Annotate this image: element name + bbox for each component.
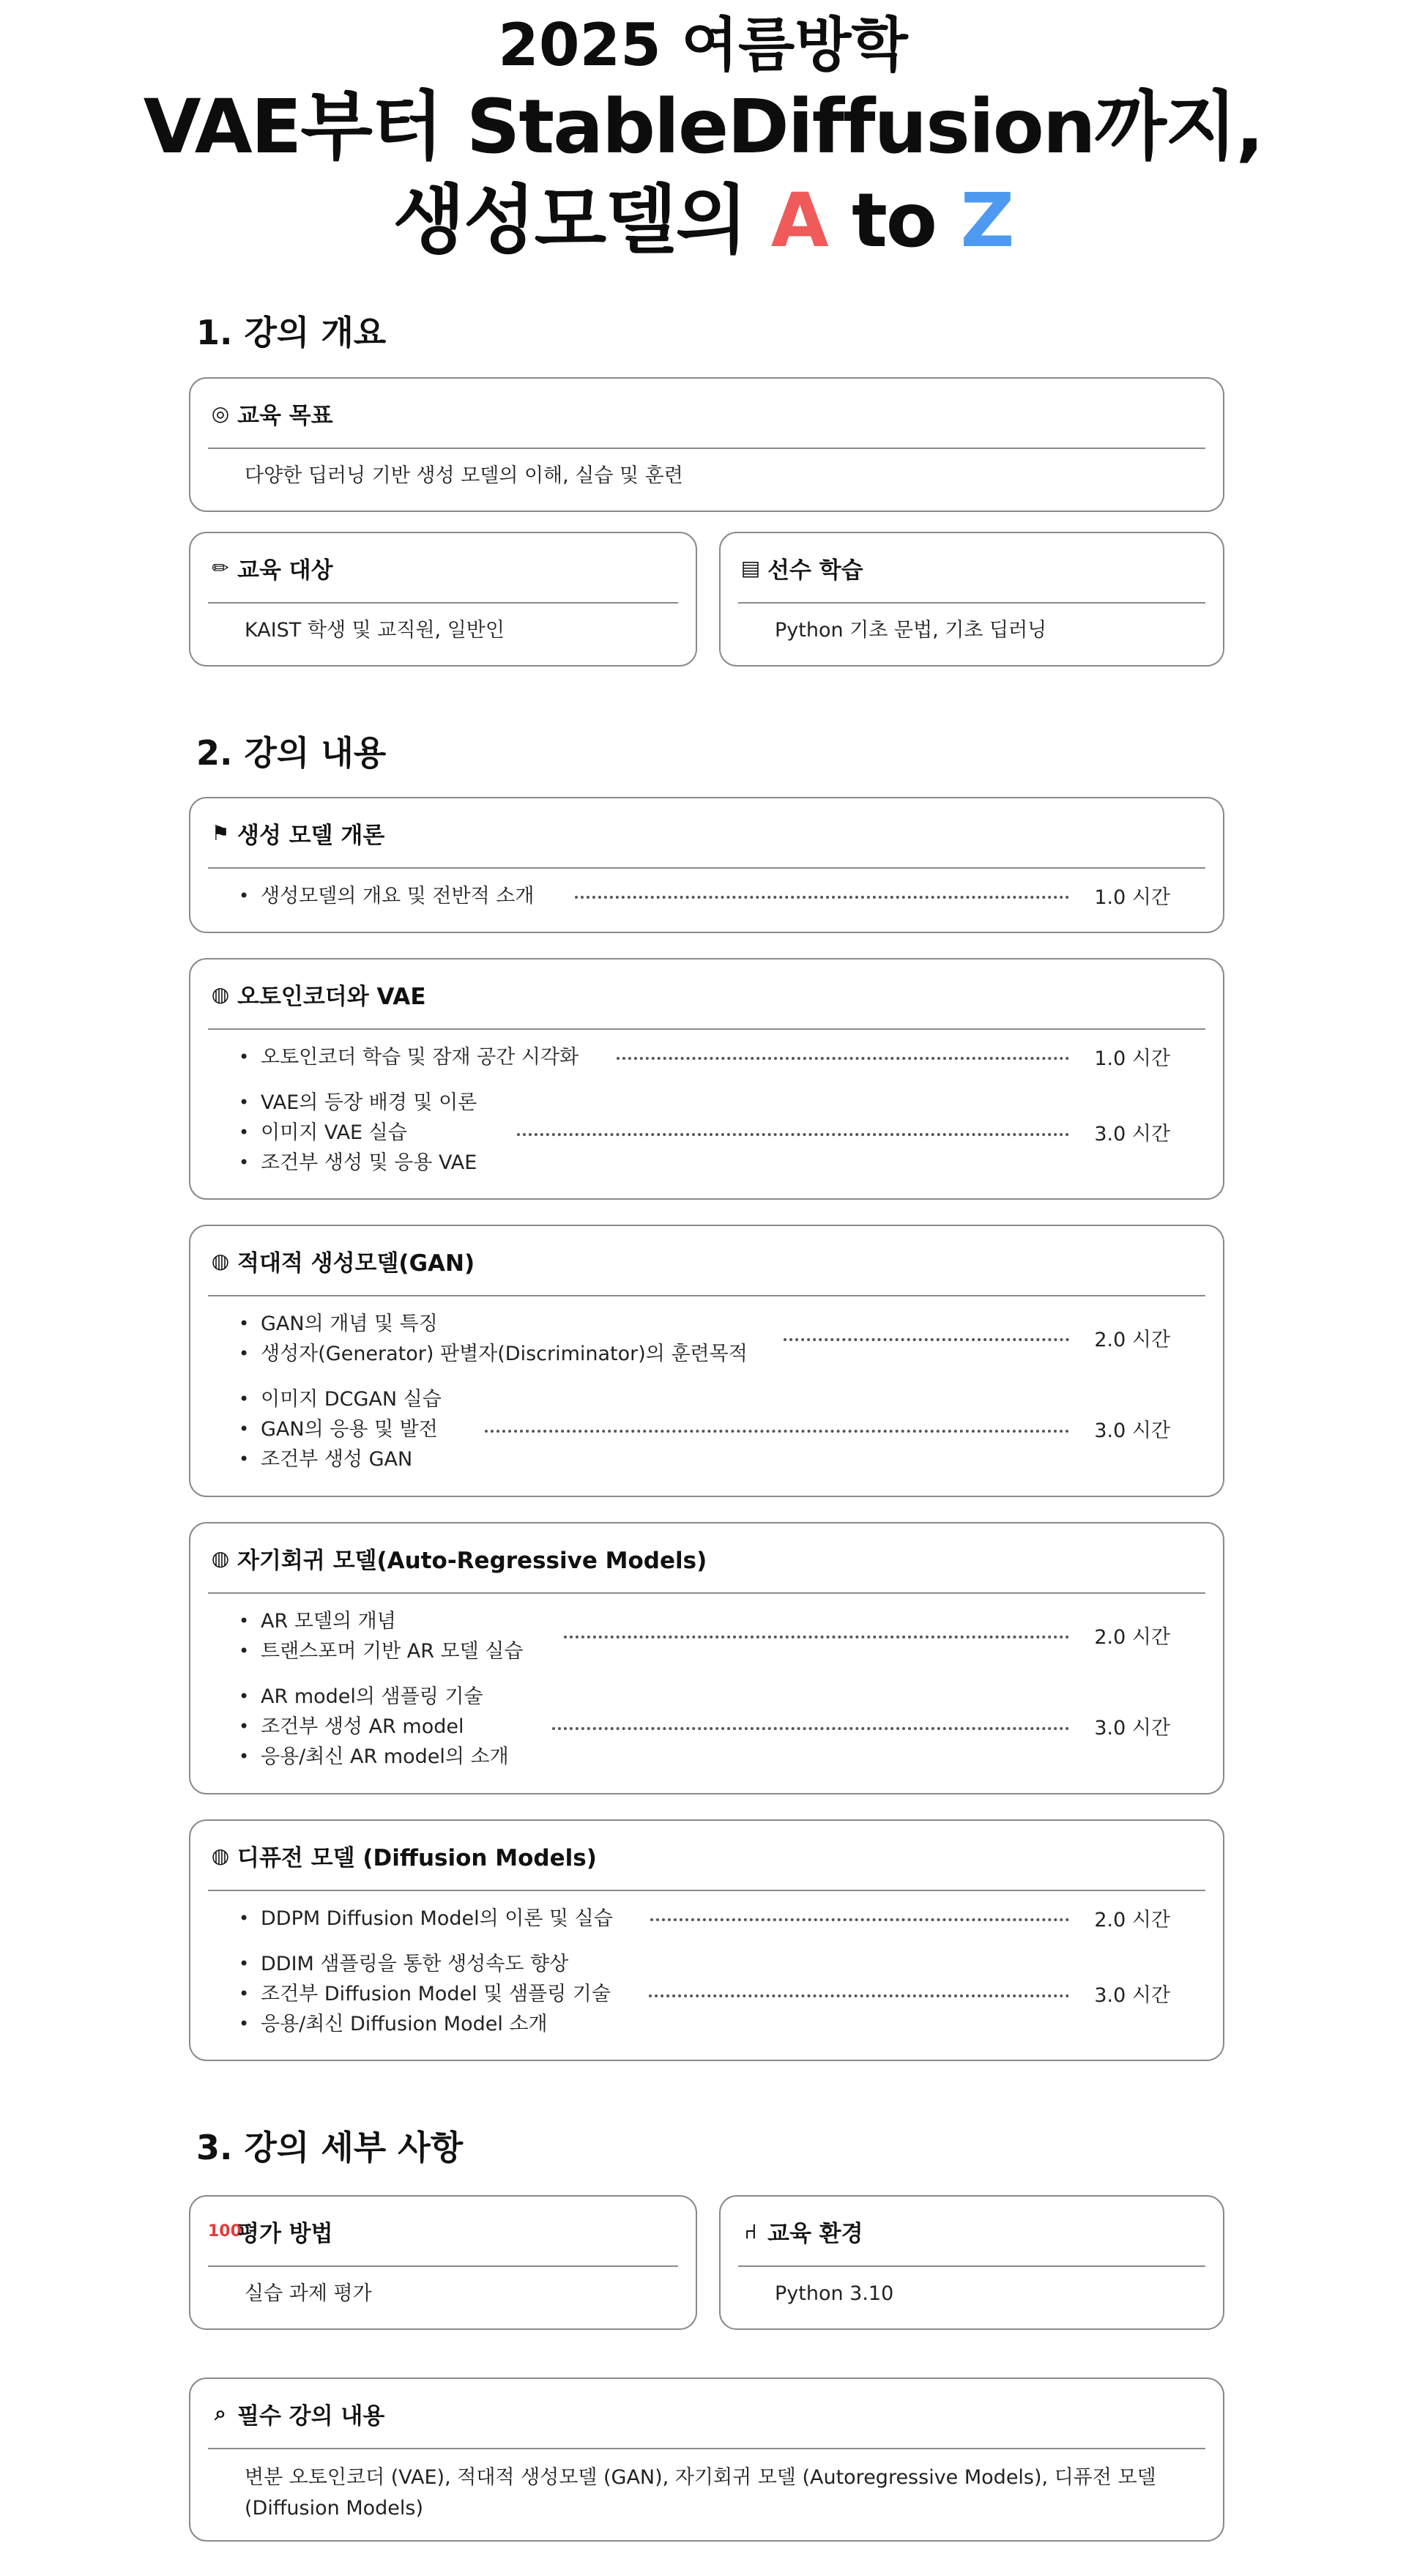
list-item: • AR model의 샘플링 기술 — [239, 1682, 509, 1712]
page-title — [0, 0, 1406, 268]
module-card-intro — [189, 797, 1224, 933]
module-header — [208, 959, 1205, 1030]
audience-card-header — [208, 533, 678, 604]
pencil-icon: ✏ — [212, 555, 229, 580]
module-header — [208, 1226, 1205, 1296]
prereq-card — [719, 532, 1224, 667]
hours-label: 1.0 시간 — [1094, 886, 1170, 909]
list-item: • 응용/최신 AR model의 소개 — [239, 1742, 509, 1772]
hours-label: 2.0 시간 — [1094, 1909, 1170, 1931]
list-item: • 조건부 Diffusion Model 및 샘플링 기술 — [239, 1979, 611, 2009]
module-header — [208, 798, 1205, 869]
list-item: • 생성자(Generator) 판별자(Discriminator)의 훈련목적 — [239, 1339, 748, 1369]
module-header — [208, 1821, 1205, 1891]
title-prefix: 생성모델의 — [393, 177, 771, 264]
hours-label: 3.0 시간 — [1094, 1419, 1170, 1442]
dotted-leader — [552, 1727, 1069, 1730]
required-card — [189, 2378, 1224, 2542]
required-text: 변분 오토인코더 (VAE), 적대적 생성모델 (GAN), 자기회귀 모델 (Autoregressive Models), 디퓨전 모델 (Diffusion Models) — [245, 2466, 1156, 2520]
module-card-vae — [189, 958, 1224, 1200]
list-item: • GAN의 응용 및 발전 — [239, 1414, 442, 1444]
module-card-gan — [189, 1225, 1224, 1497]
prereq-title: 선수 학습 — [767, 557, 863, 584]
title-to: to — [827, 177, 961, 264]
target-icon: ◎ — [211, 401, 230, 426]
prereq-text: Python 기초 문법, 기초 딥러닝 — [775, 619, 1047, 642]
environment-text: Python 3.10 — [775, 2282, 894, 2305]
list-item: • 이미지 VAE 실습 — [239, 1118, 477, 1148]
evaluation-text: 실습 과제 평가 — [245, 2282, 372, 2305]
audience-title: 교육 대상 — [237, 557, 333, 584]
list-item: • 조건부 생성 AR model — [239, 1712, 509, 1742]
required-title: 필수 강의 내용 — [237, 2402, 385, 2430]
title-line-3 — [0, 174, 1406, 268]
hundred-points-icon: 100 — [208, 2221, 242, 2241]
evaluation-card — [189, 2195, 697, 2330]
goal-card-header — [208, 379, 1205, 449]
module-title: 생성 모델 개론 — [237, 822, 385, 849]
magnifier-icon: ⌕ — [215, 2401, 226, 2425]
books-icon: ▤ — [740, 555, 761, 580]
environment-card-header — [738, 2197, 1205, 2267]
hours-label: 2.0 시간 — [1094, 1626, 1170, 1649]
globe-icon: ◍ — [211, 1545, 230, 1570]
dotted-leader — [650, 1918, 1069, 1921]
module-card-diffusion — [189, 1819, 1224, 2061]
chair-icon: ⑁ — [744, 2219, 757, 2243]
hours-label: 3.0 시간 — [1094, 1984, 1170, 2007]
hours-label: 2.0 시간 — [1094, 1329, 1170, 1351]
dotted-leader — [784, 1338, 1069, 1341]
list-item: • 조건부 생성 및 응용 VAE — [239, 1148, 477, 1178]
dotted-leader — [485, 1430, 1069, 1433]
title-a: A — [770, 177, 827, 264]
goal-title: 교육 목표 — [237, 402, 333, 429]
list-item: • 조건부 생성 GAN — [239, 1444, 442, 1474]
module-title: 자기회귀 모델(Auto-Regressive Models) — [237, 1547, 707, 1574]
module-title: 적대적 생성모델(GAN) — [237, 1250, 475, 1277]
title-z: Z — [960, 177, 1013, 264]
audience-text: KAIST 학생 및 교직원, 일반인 — [245, 619, 505, 642]
evaluation-title: 평가 방법 — [237, 2220, 333, 2247]
dotted-leader — [649, 1994, 1069, 1997]
checkered-flag-icon: ⚑ — [211, 820, 230, 845]
list-item: • 오토인코더 학습 및 잠재 공간 시각화 — [239, 1042, 579, 1072]
hours-label: 3.0 시간 — [1094, 1123, 1170, 1146]
list-item: • 생성모델의 개요 및 전반적 소개 — [239, 881, 534, 911]
goal-text: 다양한 딥러닝 기반 생성 모델의 이해, 실습 및 훈련 — [245, 464, 683, 487]
module-header — [208, 1523, 1205, 1594]
list-item: • AR 모델의 개념 — [239, 1606, 523, 1636]
list-item: • DDIM 샘플링을 통한 생성속도 향상 — [239, 1949, 611, 1979]
list-item: • DDPM Diffusion Model의 이론 및 실습 — [239, 1904, 613, 1934]
section-heading-contents: 2. 강의 내용 — [196, 733, 387, 773]
environment-card — [719, 2195, 1224, 2330]
module-title: 디퓨전 모델 (Diffusion Models) — [237, 1844, 597, 1871]
hours-label: 1.0 시간 — [1094, 1047, 1170, 1070]
environment-title: 교육 환경 — [767, 2220, 863, 2247]
list-item: • 트랜스포머 기반 AR 모델 실습 — [239, 1636, 523, 1666]
list-item: • VAE의 등장 배경 및 이론 — [239, 1088, 477, 1118]
list-item: • GAN의 개념 및 특징 — [239, 1309, 748, 1339]
dotted-leader — [564, 1636, 1069, 1638]
dotted-leader — [575, 896, 1069, 899]
dotted-leader — [617, 1057, 1069, 1060]
evaluation-card-header — [208, 2197, 678, 2267]
prereq-card-header — [738, 533, 1205, 604]
section-heading-overview: 1. 강의 개요 — [196, 313, 387, 352]
module-title: 오토인코더와 VAE — [237, 983, 426, 1010]
title-line-2: VAE부터 StableDiffusion까지, — [143, 83, 1263, 171]
audience-card — [189, 532, 697, 667]
required-card-header — [208, 2379, 1205, 2449]
section-heading-details: 3. 강의 세부 사항 — [196, 2128, 464, 2167]
list-item: • 응용/최신 Diffusion Model 소개 — [239, 2009, 611, 2039]
goal-card — [189, 377, 1224, 512]
globe-icon: ◍ — [211, 981, 230, 1006]
module-card-ar — [189, 1522, 1224, 1794]
hours-label: 3.0 시간 — [1094, 1717, 1170, 1740]
dotted-leader — [517, 1133, 1069, 1136]
globe-icon: ◍ — [211, 1248, 230, 1273]
list-item: • 이미지 DCGAN 실습 — [239, 1384, 442, 1414]
title-line-1: 2025 여름방학 — [498, 11, 908, 79]
globe-icon: ◍ — [211, 1843, 230, 1868]
